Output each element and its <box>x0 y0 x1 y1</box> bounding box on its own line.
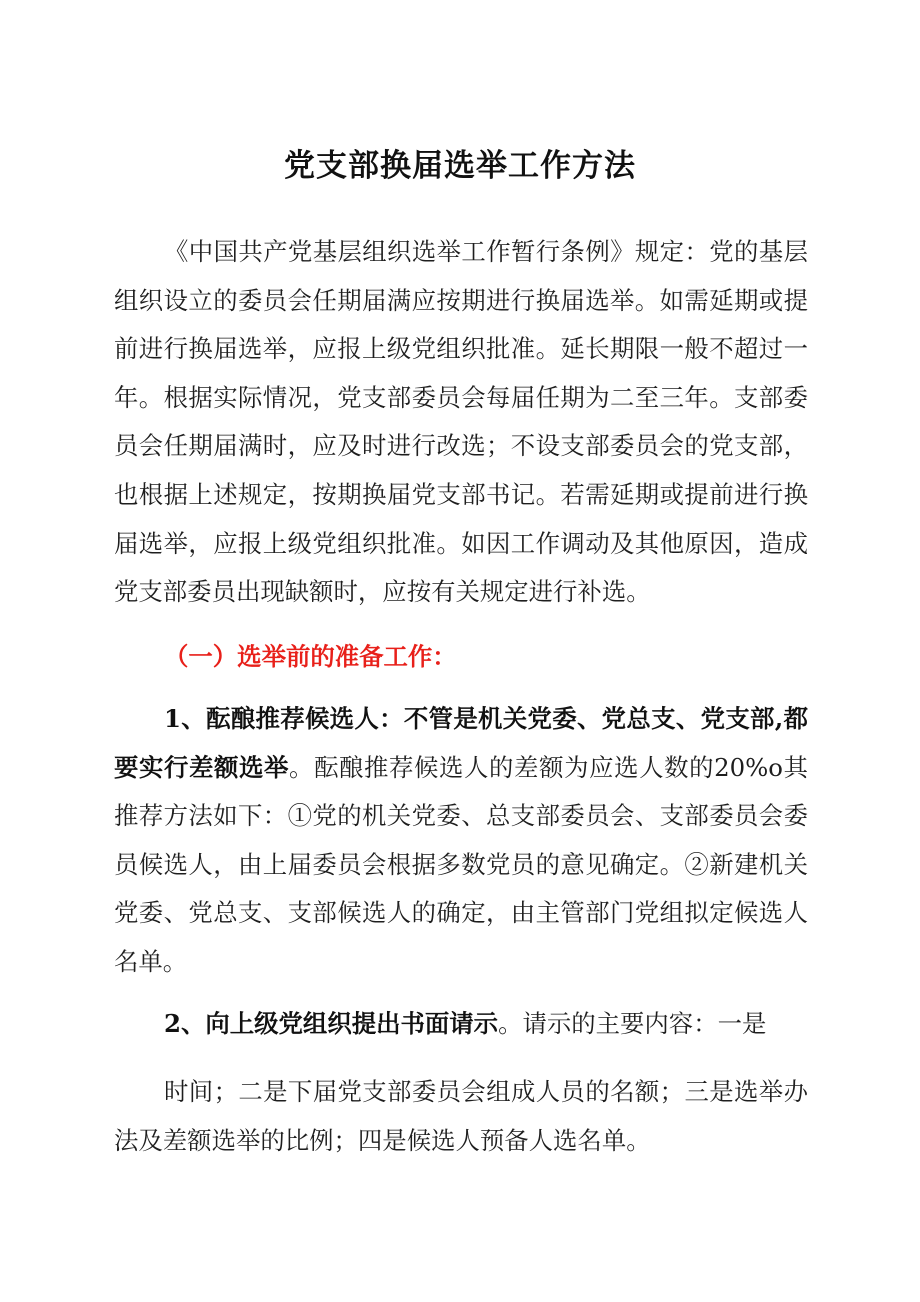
item-2-paragraph <box>114 1000 808 1049</box>
item-1-paragraph <box>114 695 808 987</box>
item-2-continuation: 时间；二是下届党支部委员会组成人员的名额；三是选举办法及差额选举的比例；四是候选人预备人选名单。 <box>114 1077 808 1155</box>
item-2-heading: 2、向上级党组织提出书面请示 <box>164 1009 499 1038</box>
intro-paragraph: 《中国共产党基层组织选举工作暂行条例》规定：党的基层组织设立的委员会任期届满应按期进行换届选举。如需延期或提前进行换届选举，应报上级党组织批准。延长期限一般不超过一年。根据实际情况，党支部委员会每届任期为二至三年。支部委员会任期届满时，应及时进行改选；不设支部委员会的党支部，也根据上述规定，按期换届党支部书记。若需延期或提前进行换届选举，应报上级党组织批准。如因工作调动及其他原因，造成党支部委员出现缺额时，应按有关规定进行补选。 <box>114 237 808 607</box>
document-title: 党支部换届选举工作方法 <box>284 148 636 184</box>
item-1-heading: 1、酝酿推荐候选人：不管是机关党委、党总支、党支部,都要实行差额选举 <box>114 704 808 782</box>
section-heading-preparation: （一）选举前的准备工作： <box>164 642 457 671</box>
item-1-text: 。酝酿推荐候选人的差额为应选人数的20%o其推荐方法如下：①党的机关党委、总支部委员会、支部委员会委员候选人，由上届委员会根据多数党员的意见确定。②新建机关党委、党总支、支部候选人的确定，由主管部门党组拟定候选人名单。 <box>114 752 808 976</box>
item-2-text: 。请示的主要内容：一是 <box>498 1009 767 1038</box>
